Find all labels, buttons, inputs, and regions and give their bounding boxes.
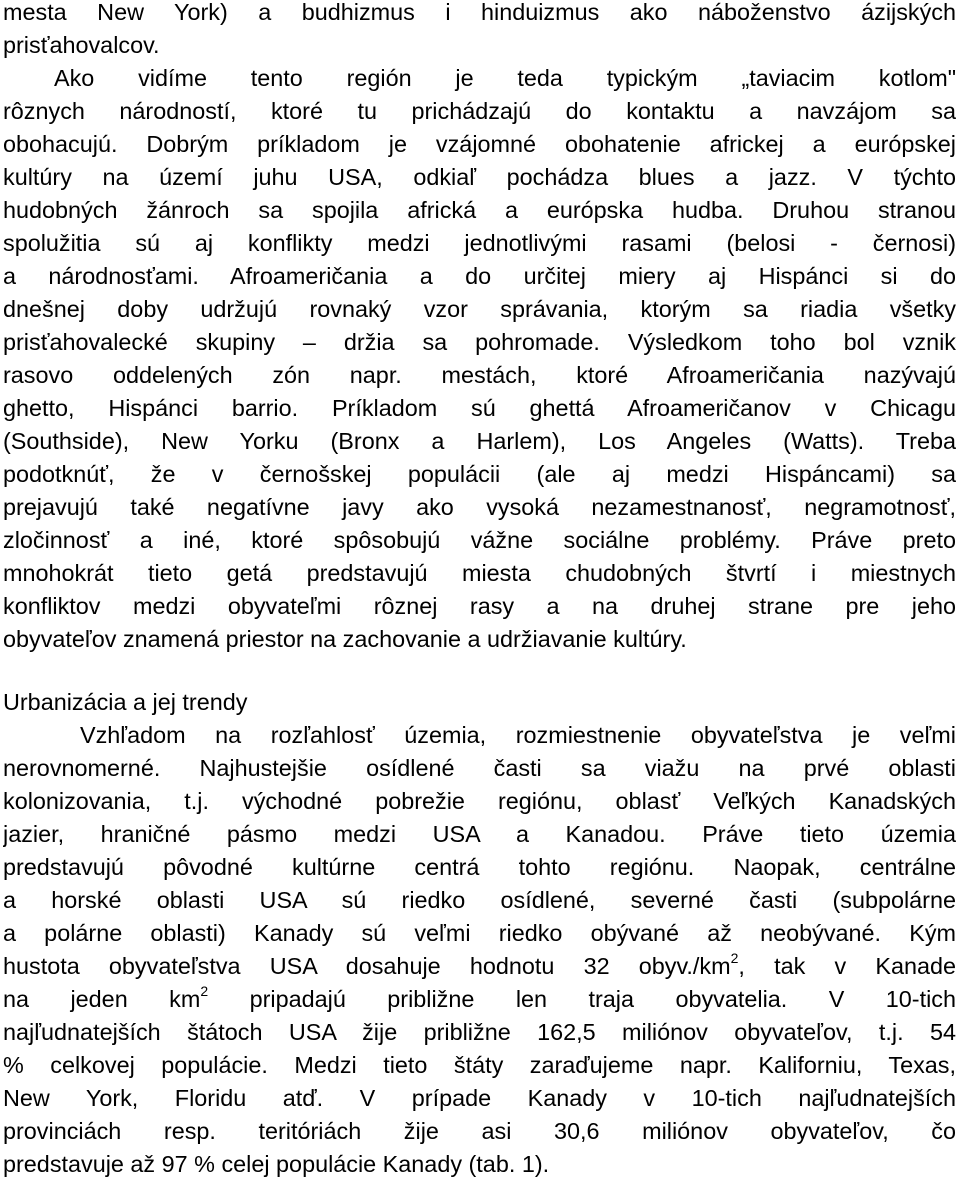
text-line: najľudnatejších štátoch USA žije približne 162,5 miliónov obyvateľov, t.j. 54 [3, 1019, 956, 1045]
text-line: podotknúť, že v černošskej populácii (ale aj medzi Hispáncami) sa [3, 461, 956, 487]
text-line: % celkovej populácie. Medzi tieto štáty zaraďujeme napr. Kaliforniu, Texas, [3, 1052, 956, 1078]
text-line: zločinnosť a iné, ktoré spôsobujú vážne sociálne problémy. Práve preto [3, 527, 956, 553]
text-run: pripadajú približne len traja obyvatelia. V 10-tich [208, 986, 956, 1012]
text-line: nerovnomerné. Najhustejšie osídlené časti sa viažu na prvé oblasti [3, 755, 956, 781]
text-line: jazier, hraničné pásmo medzi USA a Kanadou. Práve tieto územia [3, 821, 956, 847]
text-line: kolonizovania, t.j. východné pobrežie regiónu, oblasť Veľkých Kanadských [3, 788, 956, 814]
text-line [3, 983, 956, 1016]
text-line: mesta New York) a budhizmus i hinduizmus ako náboženstvo ázijských [3, 0, 956, 25]
text-line: a polárne oblasti) Kanady sú veľmi riedko obývané až neobývané. Kým [3, 920, 956, 946]
text-line [3, 950, 956, 983]
text-line: predstavuje až 97 % celej populácie Kanady (tab. 1). [3, 1151, 550, 1177]
text-line: (Southside), New Yorku (Bronx a Harlem), Los Angeles (Watts). Treba [3, 428, 956, 454]
section-heading: Urbanizácia a jej trendy [3, 689, 248, 715]
text-line: ghetto, Hispánci barrio. Príkladom sú ghettá Afroameričanov v Chicagu [3, 395, 956, 421]
superscript: 2 [200, 983, 209, 1000]
text-line: predstavujú pôvodné kultúrne centrá tohto regiónu. Naopak, centrálne [3, 854, 956, 880]
superscript: 2 [730, 950, 739, 967]
text-line: a národnosťami. Afroameričania a do určitej miery aj Hispánci si do [3, 263, 956, 289]
text-line: prejavujú také negatívne javy ako vysoká nezamestnanosť, negramotnosť, [3, 494, 956, 520]
text-line: konfliktov medzi obyvateľmi rôznej rasy a na druhej strane pre jeho [3, 593, 956, 619]
text-line: spolužitia sú aj konflikty medzi jednotlivými rasami (belosi - černosi) [3, 230, 956, 256]
text-line: provinciách resp. teritóriách žije asi 30,6 miliónov obyvateľov, čo [3, 1118, 956, 1144]
text-line: New York, Floridu atď. V prípade Kanady v 10-tich najľudnatejších [3, 1085, 956, 1111]
text-run: na jeden km [3, 986, 201, 1012]
text-line: prisťahovalecké skupiny – držia sa pohromade. Výsledkom toho bol vznik [3, 329, 956, 355]
text-line: obohacujú. Dobrým príkladom je vzájomné obohatenie africkej a európskej [3, 131, 956, 157]
text-line: rôznych národností, ktoré tu prichádzajú do kontaktu a navzájom sa [3, 98, 956, 124]
text-line: kultúry na území juhu USA, odkiaľ pochádza blues a jazz. V týchto [3, 164, 956, 190]
text-line: rasovo oddelených zón napr. mestách, ktoré Afroameričania nazývajú [3, 362, 956, 388]
text-line: Vzhľadom na rozľahlosť územia, rozmiestnenie obyvateľstva je veľmi [80, 722, 956, 748]
text-run: , tak v Kanade [738, 953, 956, 979]
text-line: a horské oblasti USA sú riedko osídlené, severné časti (subpolárne [3, 887, 956, 913]
text-line: hudobných žánroch sa spojila africká a európska hudba. Druhou stranou [3, 197, 956, 223]
text-run: hustota obyvateľstva USA dosahuje hodnotu 32 obyv./km [3, 953, 731, 979]
text-line: Ako vidíme tento región je teda typickým „taviacim kotlom" [54, 65, 956, 91]
text-line: dnešnej doby udržujú rovnaký vzor správania, ktorým sa riadia všetky [3, 296, 956, 322]
text-line: mnohokrát tieto getá predstavujú miesta chudobných štvrtí i miestnych [3, 560, 956, 586]
text-line: obyvateľov znamená priestor na zachovanie a udržiavanie kultúry. [3, 626, 687, 652]
text-line: prisťahovalcov. [3, 32, 160, 58]
